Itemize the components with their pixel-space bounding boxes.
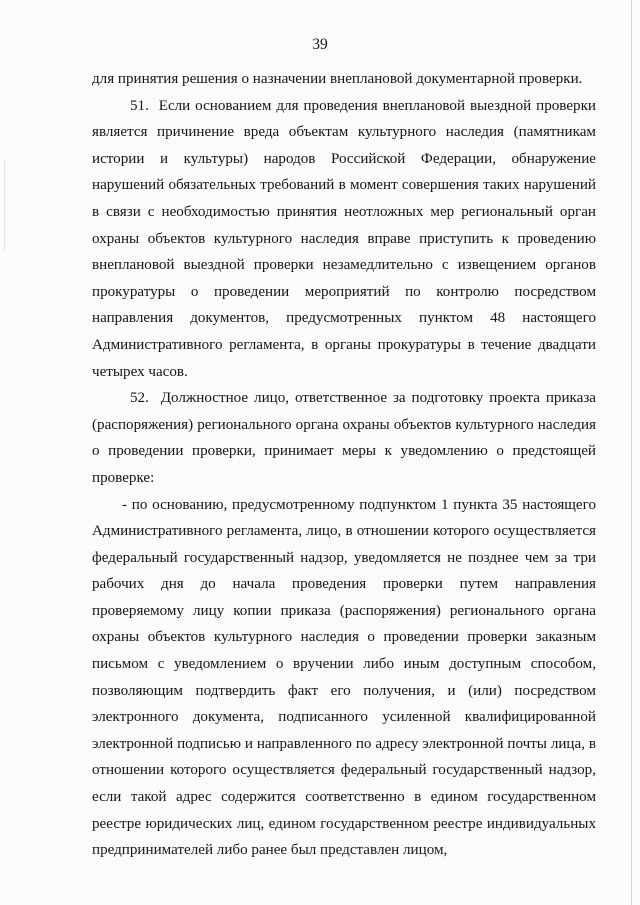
scan-edge-line bbox=[631, 0, 632, 905]
paragraph-52: 52. Должностное лицо, ответственное за подготовку проекта приказа (распоряжения) регионального органа охраны объектов культурного наследия о проведении проверки, принимает меры к уведомлению о предстоящей проверке: bbox=[92, 390, 596, 486]
paragraph-continuation: для принятия решения о назначении внеплановой документарной проверки. bbox=[92, 71, 583, 87]
scan-left-mark bbox=[4, 160, 5, 250]
page-number: 39 bbox=[312, 36, 328, 53]
paragraph-51: 51. Если основанием для проведения внеплановой выездной проверки является причинение вреда объектам культурного наследия (памятникам истории и культуры) народов Российской Федерации, обнаружение нарушений обязательных требований в момент совершения таких нарушений в связи с необходимостью принятия неотложных мер региональный орган охраны объектов культурного наследия вправе приступить к проведению внеплановой выездной проверки незамедлительно с извещением органов прокуратуры о проведении мероприятий по контролю посредством направления документов, предусмотренных пунктом 48 настоящего Административного регламента, в органы прокуратуры в течение двадцати четырех часов. bbox=[92, 97, 596, 380]
paragraph-52-item: - по основанию, предусмотренному подпунктом 1 пункта 35 настоящего Административного регламента, лицо, в отношении которого осуществляется федеральный государственный надзор, уведомляется не позднее чем за три рабочих дня до начала проведения проверки путем направления проверяемому лицу копии приказа (распоряжения) регионального органа охраны объектов культурного наследия о проведении проверки заказным письмом с уведомлением о вручении либо иным доступным способом, позволяющим подтвердить факт его получения, и (или) посредством электронного документа, подписанного усиленной квалифицированной электронной подписью и направленного по адресу электронной почты лица, в отношении которого осуществляется федеральный государственный надзор, если такой адрес содержится соответственно в едином государственном реестре юридических лиц, едином государственном реестре индивидуальных предпринимателей либо ранее был представлен лицом, bbox=[92, 496, 596, 859]
document-body bbox=[92, 66, 596, 864]
